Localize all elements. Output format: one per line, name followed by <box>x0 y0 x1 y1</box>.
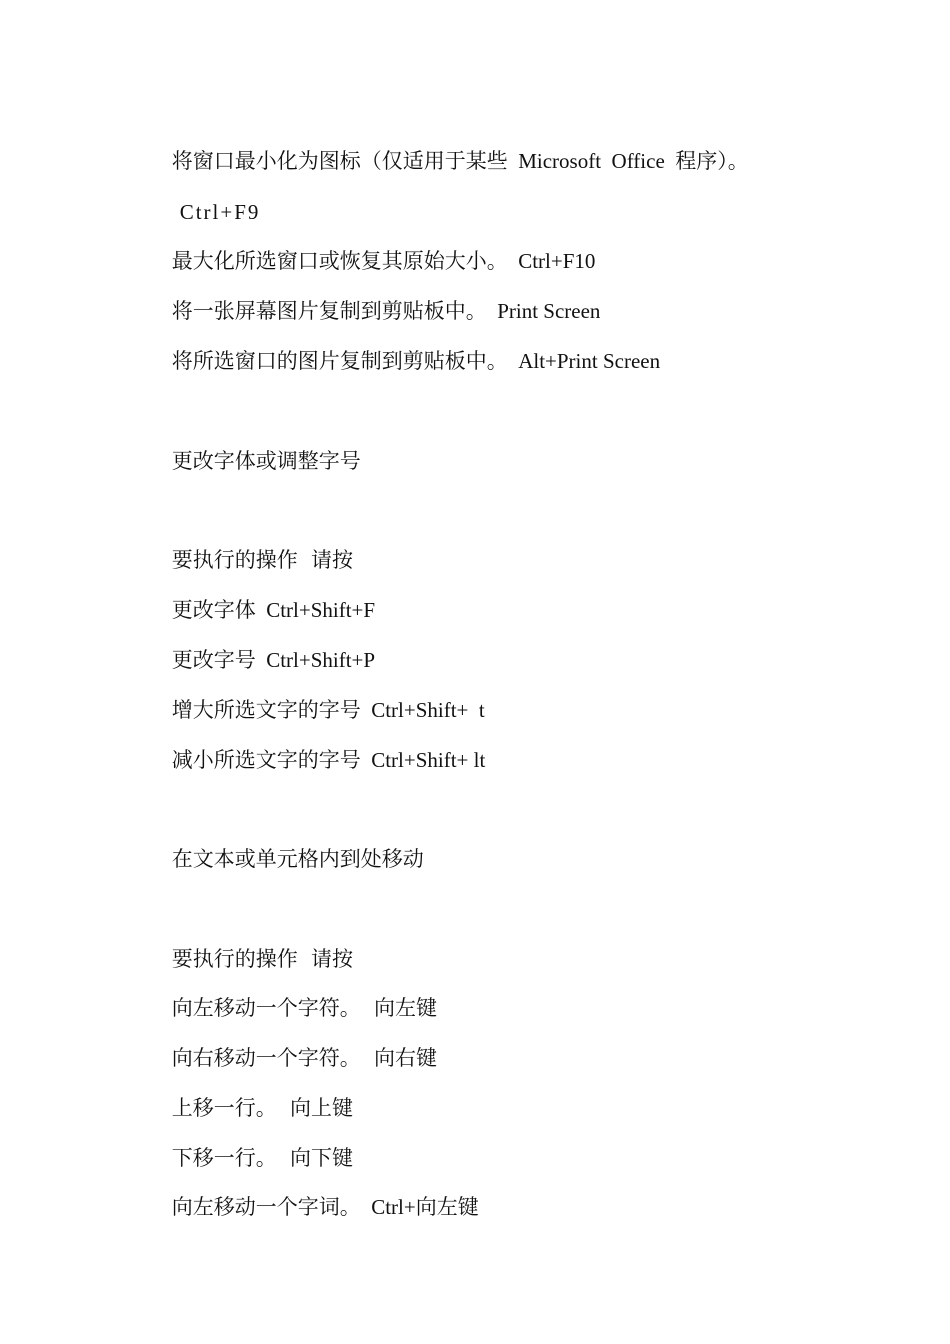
line-key: 向上键 <box>276 1096 354 1120</box>
line-key: Print Screen <box>486 299 601 323</box>
section-heading-text: 在文本或单元格内到处移动 <box>171 847 424 871</box>
line-decrease-size <box>145 721 485 799</box>
line-key: Ctrl+F10 <box>507 249 596 273</box>
line-text: 最大化所选窗口或恢复其原始大小。 <box>171 249 508 273</box>
section-heading-move <box>145 820 424 898</box>
line-alt-print-screen <box>145 322 660 400</box>
line-text: Ctrl+F9 <box>179 200 261 224</box>
header-action: 要执行的操作 <box>171 947 298 971</box>
header-key: 请按 <box>297 947 354 971</box>
line-key: 向下键 <box>276 1146 354 1170</box>
line-text: 将所选窗口的图片复制到剪贴板中。 <box>171 349 508 373</box>
line-key: Ctrl+Shift+ lt <box>360 748 486 772</box>
line-key: Alt+Print Screen <box>507 349 661 373</box>
line-key: 向右键 <box>360 1046 438 1070</box>
line-text: 向左移动一个字词。 <box>171 1195 361 1219</box>
line-key: Ctrl+Shift+ t <box>360 698 485 722</box>
line-move-left-word <box>145 1168 479 1246</box>
line-key: Ctrl+向左键 <box>360 1195 479 1219</box>
line-text: 将窗口最小化为图标（仅适用于某些 <box>171 149 508 173</box>
line-text: 向左移动一个字符。 <box>171 996 361 1020</box>
section-heading-font <box>145 422 361 500</box>
line-text: 更改字号 <box>171 648 256 672</box>
line-text: 将一张屏幕图片复制到剪贴板中。 <box>171 299 487 323</box>
line-text: 增大所选文字的字号 <box>171 698 361 722</box>
line-key: Ctrl+Shift+P <box>255 648 376 672</box>
header-key: 请按 <box>297 548 354 572</box>
section-heading-text: 更改字体或调整字号 <box>171 449 361 473</box>
line-text: 下移一行。 <box>171 1146 277 1170</box>
line-text: 更改字体 <box>171 598 256 622</box>
line-text: 减小所选文字的字号 <box>171 748 361 772</box>
header-action: 要执行的操作 <box>171 548 298 572</box>
line-text: 上移一行。 <box>171 1096 277 1120</box>
line-key: 向左键 <box>360 996 438 1020</box>
line-text: 向右移动一个字符。 <box>171 1046 361 1070</box>
line-key: Ctrl+Shift+F <box>255 598 376 622</box>
line-key: Microsoft Office 程序）。 <box>507 149 749 173</box>
